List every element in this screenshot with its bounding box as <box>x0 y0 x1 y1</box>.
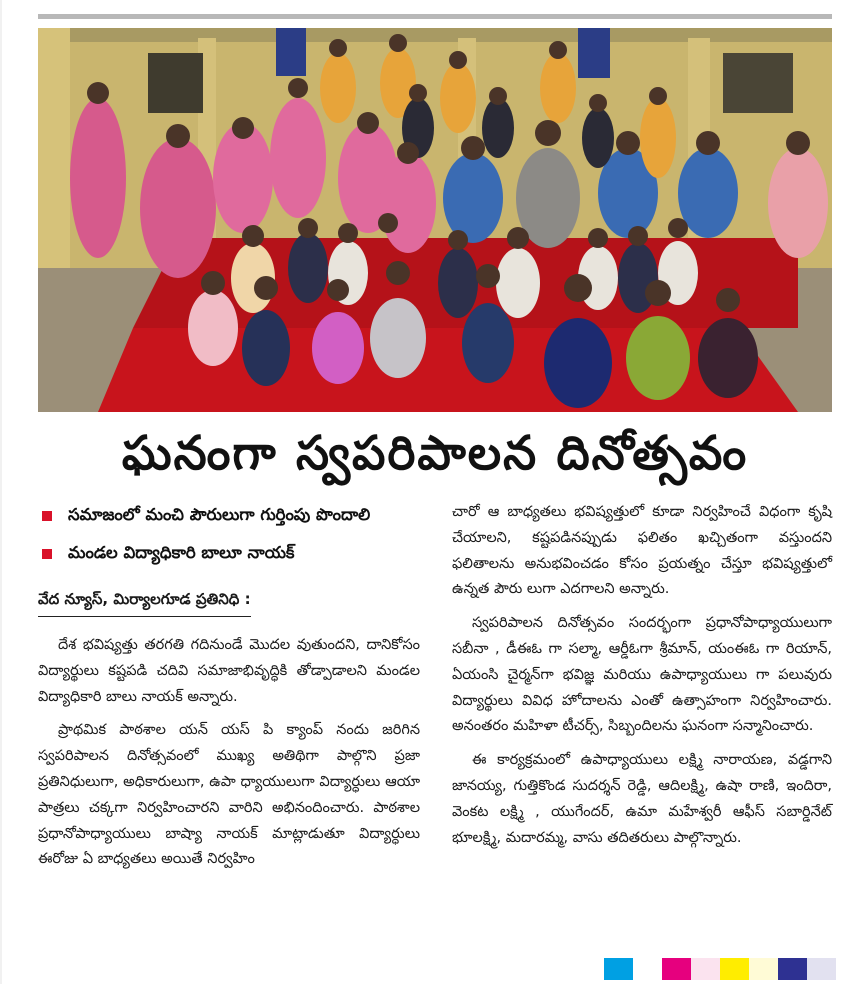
color-swatch <box>778 958 807 980</box>
article-paragraph: చారో ఆ బాధ్యతలు భవిష్యత్తులో కూడా నిర్వహించే విధంగా కృషి చేయాలని, కష్టపడినప్పుడు ఫలితం ఖచ్చితంగా వస్తుందని ఫలితాలను అనుభవించడం కోసం ప్రయత్నం చేస్తూ భవిష్యత్తులో ఉన్నత పౌరు లుగా ఎదగాలని అన్నారు. <box>452 504 832 598</box>
headline: ఘనంగా స్వపరిపాలన దినోత్సవం <box>121 426 749 481</box>
group-photo-illustration <box>38 28 832 412</box>
color-swatch <box>604 958 633 980</box>
article-paragraph: ఈ కార్యక్రమంలో ఉపాధ్యాయులు లక్ష్మి నారాయణ, వడ్డగాని జానయ్య, గుత్తికొండ సుదర్శన్ రెడ్డి, ఆదిలక్ష్మి, ఉషా రాణి, ఇందిరా, వెంకట లక్ష్మి , యుగేందర్, ఉమా మహేశ్వరీ ఆఫీస్ సబార్డినేట్ భూలక్ష్మి, మదారమ్మ, వాసు తదితరులు పాల్గొన్నారు. <box>452 752 832 846</box>
top-rule <box>38 14 832 19</box>
dateline: వేద న్యూస్, మిర్యాలగూడ ప్రతినిధి : <box>38 586 251 617</box>
article-paragraph: స్వపరిపాలన దినోత్సవం సందర్భంగా ప్రధానోపాధ్యాయులుగా సబీనా , డీఈఓ గా సల్మా, ఆర్డీఓగా శ్రీమాన్, యంఈఓ గా రియాన్, ఏయంసి చైర్మన్‌గా భవిజ్ఞ మరియు ఉపాధ్యాయులు గా పలువురు విద్యార్థులు వివిధ హోదాలను ఎంతో ఉత్సాహంగా నిర్వహించారు. అనంతరం మహిళా టీచర్స్, సిబ్బందిలను ఘనంగా సన్మానించారు. <box>452 615 832 735</box>
color-swatch <box>720 958 749 980</box>
color-calibration-bar <box>604 958 836 980</box>
color-swatch <box>662 958 691 980</box>
left-column <box>38 500 420 873</box>
bullet-square-icon <box>42 549 52 559</box>
color-swatch <box>633 958 662 980</box>
article-paragraph: ప్రాథమిక పాఠశాల యన్ యస్ పి క్యాంప్ నందు జరిగిన స్వపరిపాలన దినోత్సవంలో ముఖ్య అతిథిగా పాల్గొని ప్రజా ప్రతినిధులుగా, అధికారులుగా, ఉపా ధ్యాయులుగా విద్యార్ధులు ఆయా పాత్రలు చక్కగా నిర్వహించారని వారిని అభినందించారు. పాఠశాల ప్రధానోపాధ్యాయులు బాష్యా నాయక్ మాట్లాడుతూ విద్యార్ధులు ఈరోజు ఏ బాధ్యతలు అయితే నిర్వహిం <box>38 722 420 868</box>
bullet-square-icon <box>42 511 52 521</box>
color-swatch <box>807 958 836 980</box>
bullet-point <box>38 538 420 568</box>
bullet-text: సమాజంలో మంచి పౌరులుగా గుర్తింపు పొందాలి <box>68 505 371 524</box>
color-swatch <box>691 958 720 980</box>
group-photo <box>38 28 832 412</box>
page-margin-line <box>0 0 2 984</box>
right-column <box>452 500 832 851</box>
bullet-text: మండల విద్యాధికారి బాలూ నాయక్ <box>68 543 295 562</box>
color-swatch <box>749 958 778 980</box>
article-paragraph: దేశ భవిష్యత్తు తరగతి గదినుండే మొదల వుతుందని, దానికోసం విద్యార్థులు కష్టపడి చదివి సమాజాభివృద్ధికి తోడ్పాడాలని మండల విద్యాధికారి బాలు నాయక్ అన్నారు. <box>38 637 420 705</box>
bullet-point <box>38 500 420 530</box>
